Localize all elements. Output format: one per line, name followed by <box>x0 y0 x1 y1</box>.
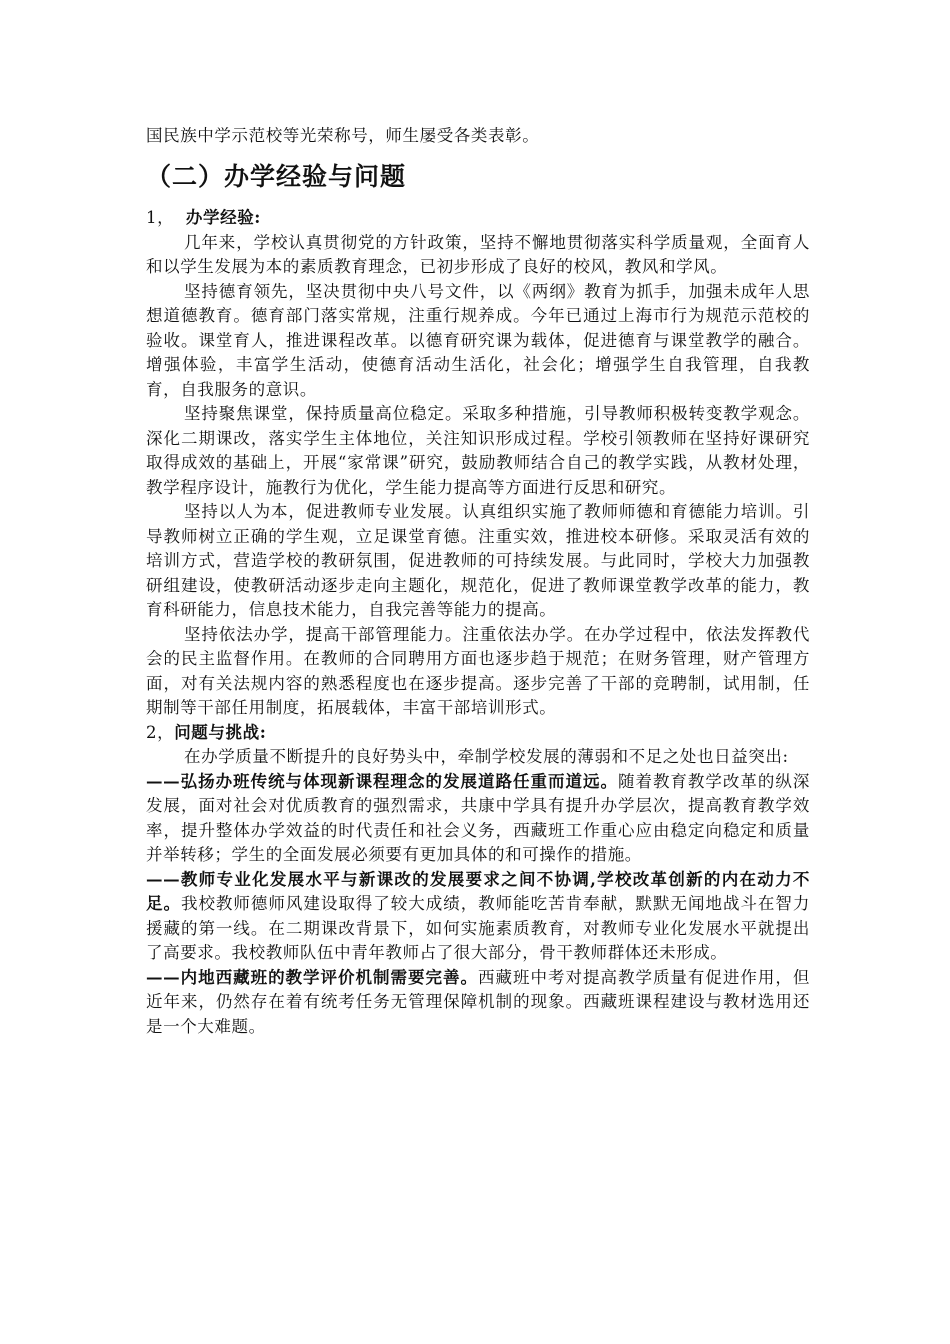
intro-paragraph <box>146 124 810 149</box>
subheading-problems <box>146 721 810 746</box>
problem-item <box>146 770 810 868</box>
paragraph-moral-education: 坚持德育领先，坚决贯彻中央八号文件，以《两纲》教育为抓手，加强未成年人思想道德教育。德育部门落实常规，注重行规养成。今年已通过上海市行为规范示范校的验收。课堂育人，推进课程改革。以德育研究课为载体，促进德育与课堂教学的融合。增强体验，丰富学生活动，使德育活动生活化，社会化；增强学生自我管理，自我教育，自我服务的意识。 <box>146 281 810 399</box>
problem-text: 西藏班中考对提高教学质量有促进作用，但近年来，仍然存在着有统考任务无管理保障机制的现象。西藏班课程建设与教材选用还是一个大难题。 <box>146 967 810 1036</box>
problem-item <box>146 966 810 1040</box>
paragraph-problems-intro: 在办学质量不断提升的良好势头中，牵制学校发展的薄弱和不足之处也日益突出: <box>184 747 789 766</box>
paragraph-lawful-management: 坚持依法办学，提高干部管理能力。注重依法办学。在办学过程中，依法发挥教代会的民主监督作用。在教师的合同聘用方面也逐步趋于规范；在财务管理，财产管理方面，对有关法规内容的熟悉程度也在逐步提高。逐步完善了干部的竞聘制，试用制，任期制等干部任用制度，拓展载体，丰富干部培训形式。 <box>146 624 810 717</box>
problem-text: 随着教育教学改革的纵深发展，面对社会对优质教育的强烈需求，共康中学具有提升办学层次，提高教育教学效率，提升整体办学效益的时代责任和社会义务，西藏班工作重心应由稳定向稳定和质量并举转移；学生的全面发展必须要有更加具体的和可操作的措施。 <box>146 771 810 864</box>
section-title: （二）办学经验与问题 <box>146 162 407 191</box>
subheading-number: 1， <box>146 208 175 227</box>
paragraph-classroom: 坚持聚焦课堂，保持质量高位稳定。采取多种措施，引导教师积极转变教学观念。深化二期课改，落实学生主体地位，关注知识形成过程。学校引领教师在坚持好课研究取得成效的基础上，开展“家常课”研究，鼓励教师结合自己的教学实践，从教材处理，教学程序设计，施教行为优化，学生能力提高等方面进行反思和研究。 <box>146 404 810 497</box>
section-body <box>146 206 810 1039</box>
problem-item <box>146 868 810 966</box>
paragraph-overview: 几年来，学校认真贯彻党的方针政策，坚持不懈地贯彻落实科学质量观，全面育人和以学生发展为本的素质教育理念，已初步形成了良好的校风，教风和学风。 <box>146 232 810 276</box>
problem-lead: ——弘扬办班传统与体现新课程理念的发展道路任重而道远。 <box>146 771 618 791</box>
problem-lead: ——教师专业化发展水平与新课改的发展要求之间不协调,学校改革创新的内在动力不足。 <box>146 869 810 913</box>
problem-text: 我校教师德师风建设取得了较大成绩，教师能吃苦肯奉献，默默无闻地战斗在智力援藏的第一线。在二期课改背景下，如何实施素质教育，对教师专业化发展水平就提出了高要求。我校教师队伍中青年教师占了很大部分，骨干教师群体还未形成。 <box>146 894 810 962</box>
subheading-text: 问题与挑战: <box>174 722 267 742</box>
subheading-experience <box>146 206 810 231</box>
paragraph-teacher-development: 坚持以人为本，促进教师专业发展。认真组织实施了教师师德和育德能力培训。引导教师树立正确的学生观，立足课堂育德。注重实效，推进校本研修。采取灵活有效的培训方式，营造学校的教研氛围，促进教师的可持续发展。与此同时，学校大力加强教研组建设，使教研活动逐步走向主题化，规范化，促进了教师课堂教学改革的能力，教育科研能力，信息技术能力，自我完善等能力的提高。 <box>146 502 810 619</box>
problem-lead: ——内地西藏班的教学评价机制需要完善。 <box>146 967 478 987</box>
intro-line: 国民族中学示范校等光荣称号，师生屡受各类表彰。 <box>146 126 540 145</box>
subheading-text: 办学经验: <box>185 208 261 227</box>
subheading-number: 2， <box>146 722 175 742</box>
